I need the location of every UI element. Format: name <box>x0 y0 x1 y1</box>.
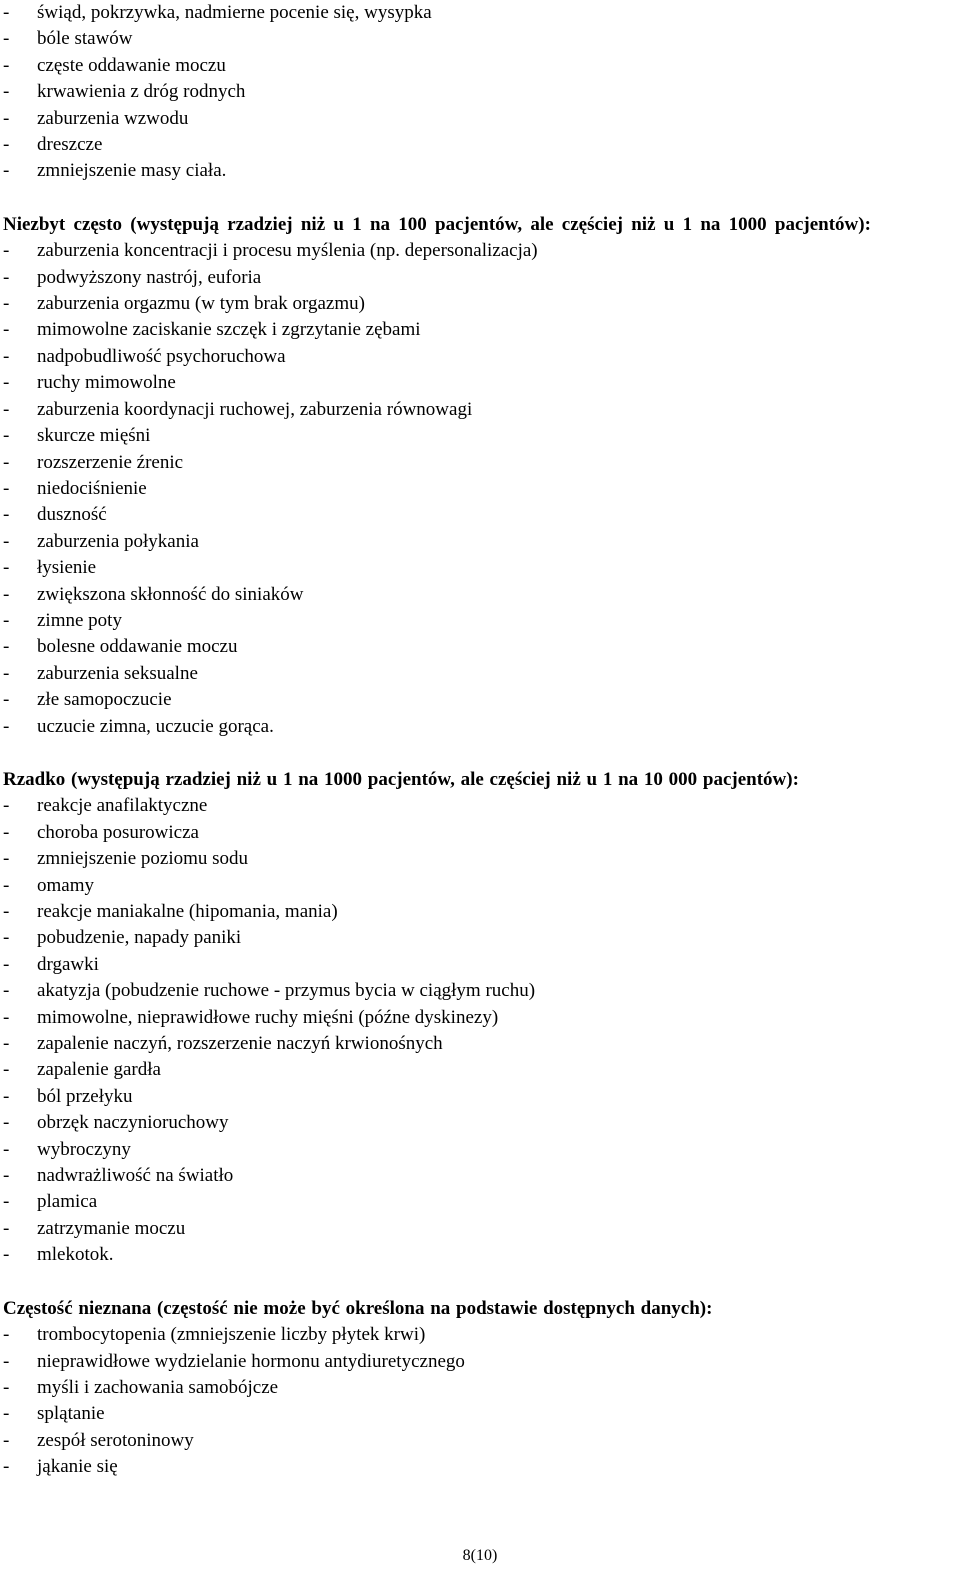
list-item: - bóle stawów <box>3 26 955 52</box>
list-item: - zatrzymanie moczu <box>3 1216 955 1242</box>
list-item: - trombocytopenia (zmniejszenie liczby płytek krwi) <box>3 1322 955 1348</box>
list-item: - krwawienia z dróg rodnych <box>3 79 955 105</box>
list-item: - niedociśnienie <box>3 476 955 502</box>
uncommon-section <box>3 212 955 740</box>
list-item: - zmniejszenie masy ciała. <box>3 158 955 184</box>
list-item: - pobudzenie, napady paniki <box>3 925 955 951</box>
list-item: - splątanie <box>3 1401 955 1427</box>
list-item: - zaburzenia koordynacji ruchowej, zaburzenia równowagi <box>3 397 955 423</box>
list-item: - duszność <box>3 502 955 528</box>
list-item: - akatyzja (pobudzenie ruchowe - przymus bycia w ciągłym ruchu) <box>3 978 955 1004</box>
list-item: - ból przełyku <box>3 1084 955 1110</box>
list-item: - wybroczyny <box>3 1137 955 1163</box>
list-item: - omamy <box>3 873 955 899</box>
continued-side-effects-list <box>3 0 955 185</box>
list-item: - świąd, pokrzywka, nadmierne pocenie się, wysypka <box>3 0 955 26</box>
list-item: - rozszerzenie źrenic <box>3 450 955 476</box>
list-item: - jąkanie się <box>3 1454 955 1480</box>
list-item: - drgawki <box>3 952 955 978</box>
list-item: - zaburzenia wzwodu <box>3 106 955 132</box>
list-item: - częste oddawanie moczu <box>3 53 955 79</box>
list-item: - reakcje anafilaktyczne <box>3 793 955 819</box>
list-item: - zwiększona skłonność do siniaków <box>3 582 955 608</box>
list-item: - bolesne oddawanie moczu <box>3 634 955 660</box>
list-item: - ruchy mimowolne <box>3 370 955 396</box>
rare-heading: Rzadko (występują rzadziej niż u 1 na 1000 pacjentów, ale częściej niż u 1 na 10 000 pacjentów): <box>3 768 799 790</box>
list-item: - zespół serotoninowy <box>3 1428 955 1454</box>
list-item: - dreszcze <box>3 132 955 158</box>
unknown-frequency-section <box>3 1296 955 1481</box>
list-item: - reakcje maniakalne (hipomania, mania) <box>3 899 955 925</box>
unknown-frequency-side-effects-list <box>3 1322 955 1480</box>
list-item: - mlekotok. <box>3 1242 955 1268</box>
list-item: - choroba posurowicza <box>3 820 955 846</box>
list-item: - zmniejszenie poziomu sodu <box>3 846 955 872</box>
list-item: - zaburzenia połykania <box>3 529 955 555</box>
list-item: - podwyższony nastrój, euforia <box>3 265 955 291</box>
rare-section <box>3 767 955 1269</box>
list-item: - zapalenie naczyń, rozszerzenie naczyń krwionośnych <box>3 1031 955 1057</box>
list-item: - nieprawidłowe wydzielanie hormonu antydiuretycznego <box>3 1349 955 1375</box>
list-item: - nadwrażliwość na światło <box>3 1163 955 1189</box>
list-item: - obrzęk naczynioruchowy <box>3 1110 955 1136</box>
uncommon-side-effects-list <box>3 238 955 740</box>
list-item: - myśli i zachowania samobójcze <box>3 1375 955 1401</box>
list-item: - zimne poty <box>3 608 955 634</box>
list-item: - plamica <box>3 1189 955 1215</box>
list-item: - mimowolne zaciskanie szczęk i zgrzytanie zębami <box>3 317 955 343</box>
list-item: - zapalenie gardła <box>3 1057 955 1083</box>
list-item: - zaburzenia koncentracji i procesu myślenia (np. depersonalizacja) <box>3 238 955 264</box>
uncommon-heading: Niezbyt często (występują rzadziej niż u 1 na 100 pacjentów, ale częściej niż u 1 na 1000 pacjentów): <box>3 213 871 235</box>
list-item: - skurcze mięśni <box>3 423 955 449</box>
page-number: 8(10) <box>462 1547 498 1564</box>
list-item: - zaburzenia seksualne <box>3 661 955 687</box>
list-item: - mimowolne, nieprawidłowe ruchy mięśni (późne dyskinezy) <box>3 1005 955 1031</box>
list-item: - złe samopoczucie <box>3 687 955 713</box>
document-content <box>3 0 955 1481</box>
list-item: - uczucie zimna, uczucie gorąca. <box>3 714 955 740</box>
unknown-frequency-heading: Częstość nieznana (częstość nie może być określona na podstawie dostępnych danych): <box>3 1297 713 1319</box>
list-item: - nadpobudliwość psychoruchowa <box>3 344 955 370</box>
list-item: - łysienie <box>3 555 955 581</box>
list-item: - zaburzenia orgazmu (w tym brak orgazmu) <box>3 291 955 317</box>
rare-side-effects-list <box>3 793 955 1268</box>
